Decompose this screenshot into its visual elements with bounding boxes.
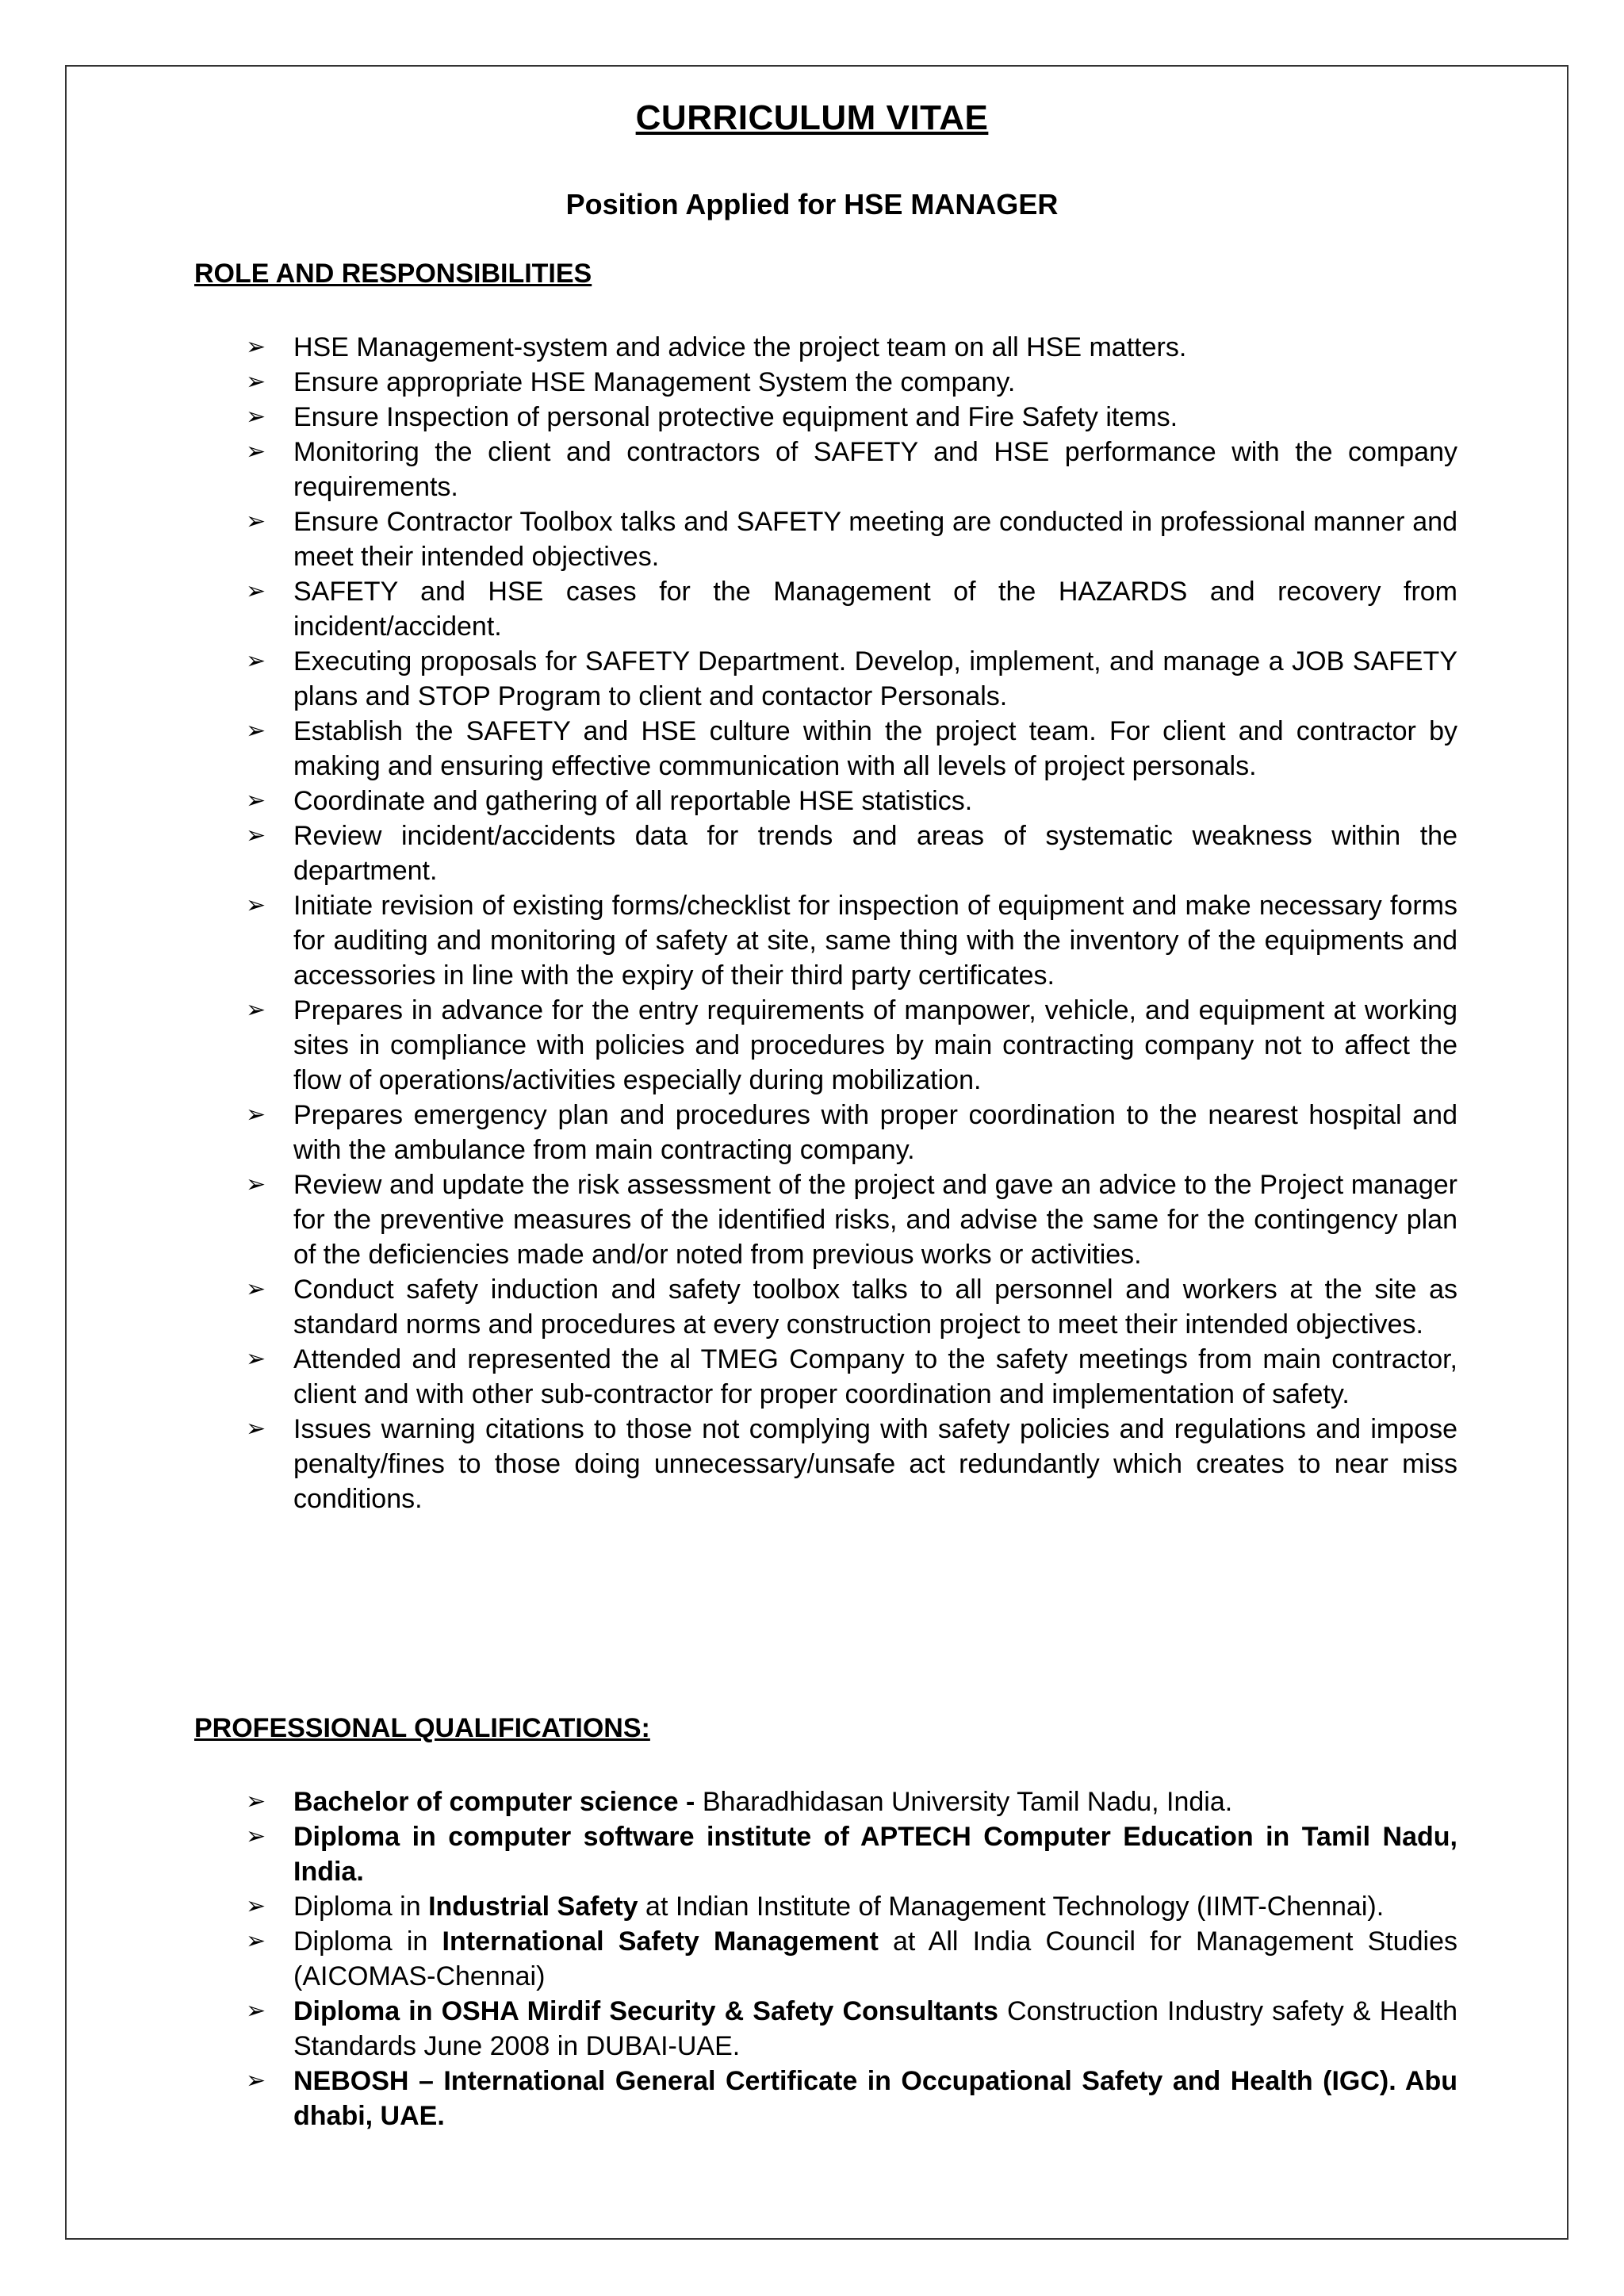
qualifications-heading: PROFESSIONAL QUALIFICATIONS: — [194, 1713, 650, 1743]
list-item: ➢ Monitoring the client and contractors of SAFETY and HSE performance with the company requirements. — [293, 435, 1457, 504]
bullet-arrow-icon: ➢ — [246, 1416, 266, 1442]
list-item: ➢ Prepares in advance for the entry requirements of manpower, vehicle, and equipment at working sites in compliance with policies and procedures by main contracting company not to affect the flow of operations/activities especially during mobilization. — [293, 993, 1457, 1098]
document-title: CURRICULUM VITAE — [635, 98, 989, 137]
list-item: ➢ Conduct safety induction and safety toolbox talks to all personnel and workers at the site as standard norms and procedures at every construction project to meet their intended objectives. — [293, 1272, 1457, 1342]
qualifications-list — [246, 1784, 1457, 2133]
list-item: ➢ Executing proposals for SAFETY Department. Develop, implement, and manage a JOB SAFETY plans and STOP Program to client and contactor Personals. — [293, 644, 1457, 714]
bullet-arrow-icon: ➢ — [246, 369, 266, 395]
list-item: ➢ Diploma in OSHA Mirdif Security & Safety Consultants Construction Industry safety & Health Standards June 2008 in DUBAI-UAE. — [293, 1994, 1457, 2064]
list-item: ➢ Initiate revision of existing forms/checklist for inspection of equipment and make necessary forms for auditing and monitoring of safety at site, same thing with the inventory of the equipments and accessories in line with the expiry of their third party certificates. — [293, 888, 1457, 993]
list-item: ➢ Coordinate and gathering of all reportable HSE statistics. — [293, 784, 1457, 818]
bullet-arrow-icon: ➢ — [246, 648, 266, 674]
bullet-arrow-icon: ➢ — [246, 1998, 266, 2024]
list-item: ➢ Review incident/accidents data for trends and areas of systematic weakness within the department. — [293, 818, 1457, 888]
bullet-arrow-icon: ➢ — [246, 1276, 266, 1302]
bullet-arrow-icon: ➢ — [246, 1788, 266, 1815]
position-applied: Position Applied for HSE MANAGER — [565, 188, 1059, 220]
bullet-arrow-icon: ➢ — [246, 334, 266, 360]
bullet-arrow-icon: ➢ — [246, 1928, 266, 1954]
bullet-arrow-icon: ➢ — [246, 404, 266, 430]
bullet-arrow-icon: ➢ — [246, 2068, 266, 2094]
list-item: ➢ Ensure Contractor Toolbox talks and SAFETY meeting are conducted in professional manner and meet their intended objectives. — [293, 504, 1457, 574]
list-item: ➢ Diploma in International Safety Management at All India Council for Management Studies (AICOMAS-Chennai) — [293, 1924, 1457, 1994]
list-item: ➢ Ensure appropriate HSE Management System the company. — [293, 365, 1457, 400]
bullet-arrow-icon: ➢ — [246, 718, 266, 744]
list-item: ➢ Diploma in computer software institute of APTECH Computer Education in Tamil Nadu, India. — [293, 1819, 1457, 1889]
roles-list — [246, 330, 1457, 1516]
list-item: ➢ Bachelor of computer science - Bharadhidasan University Tamil Nadu, India. — [293, 1784, 1457, 1819]
list-item: ➢ Issues warning citations to those not complying with safety policies and regulations and impose penalty/fines to those doing unnecessary/unsafe act redundantly which creates to near miss conditions. — [293, 1412, 1457, 1516]
list-item: ➢ NEBOSH – International General Certificate in Occupational Safety and Health (IGC). Abu dhabi, UAE. — [293, 2064, 1457, 2133]
bullet-arrow-icon: ➢ — [246, 439, 266, 465]
bullet-arrow-icon: ➢ — [246, 508, 266, 535]
bullet-arrow-icon: ➢ — [246, 892, 266, 918]
bullet-arrow-icon: ➢ — [246, 822, 266, 849]
list-item: ➢ Diploma in Industrial Safety at Indian Institute of Management Technology (IIMT-Chennai). — [293, 1889, 1457, 1924]
list-item: ➢ HSE Management-system and advice the project team on all HSE matters. — [293, 330, 1457, 365]
bullet-arrow-icon: ➢ — [246, 1102, 266, 1128]
list-item: ➢ Ensure Inspection of personal protective equipment and Fire Safety items. — [293, 400, 1457, 435]
bullet-arrow-icon: ➢ — [246, 1893, 266, 1919]
bullet-arrow-icon: ➢ — [246, 1346, 266, 1372]
list-item: ➢ Establish the SAFETY and HSE culture within the project team. For client and contractor by making and ensuring effective communication with all levels of project personals. — [293, 714, 1457, 784]
list-item: ➢ Review and update the risk assessment of the project and gave an advice to the Project manager for the preventive measures of the identified risks, and advise the same for the contingency plan of the deficiencies made and/or noted from previous works or activities. — [293, 1167, 1457, 1272]
roles-heading: ROLE AND RESPONSIBILITIES — [194, 259, 592, 289]
bullet-arrow-icon: ➢ — [246, 788, 266, 814]
list-item: ➢ Prepares emergency plan and procedures with proper coordination to the nearest hospital and with the ambulance from main contracting company. — [293, 1098, 1457, 1167]
list-item: ➢ SAFETY and HSE cases for the Management of the HAZARDS and recovery from incident/accident. — [293, 574, 1457, 644]
list-item: ➢ Attended and represented the al TMEG Company to the safety meetings from main contractor, client and with other sub-contractor for proper coordination and implementation of safety. — [293, 1342, 1457, 1412]
bullet-arrow-icon: ➢ — [246, 997, 266, 1023]
bullet-arrow-icon: ➢ — [246, 578, 266, 604]
bullet-arrow-icon: ➢ — [246, 1171, 266, 1198]
bullet-arrow-icon: ➢ — [246, 1823, 266, 1849]
